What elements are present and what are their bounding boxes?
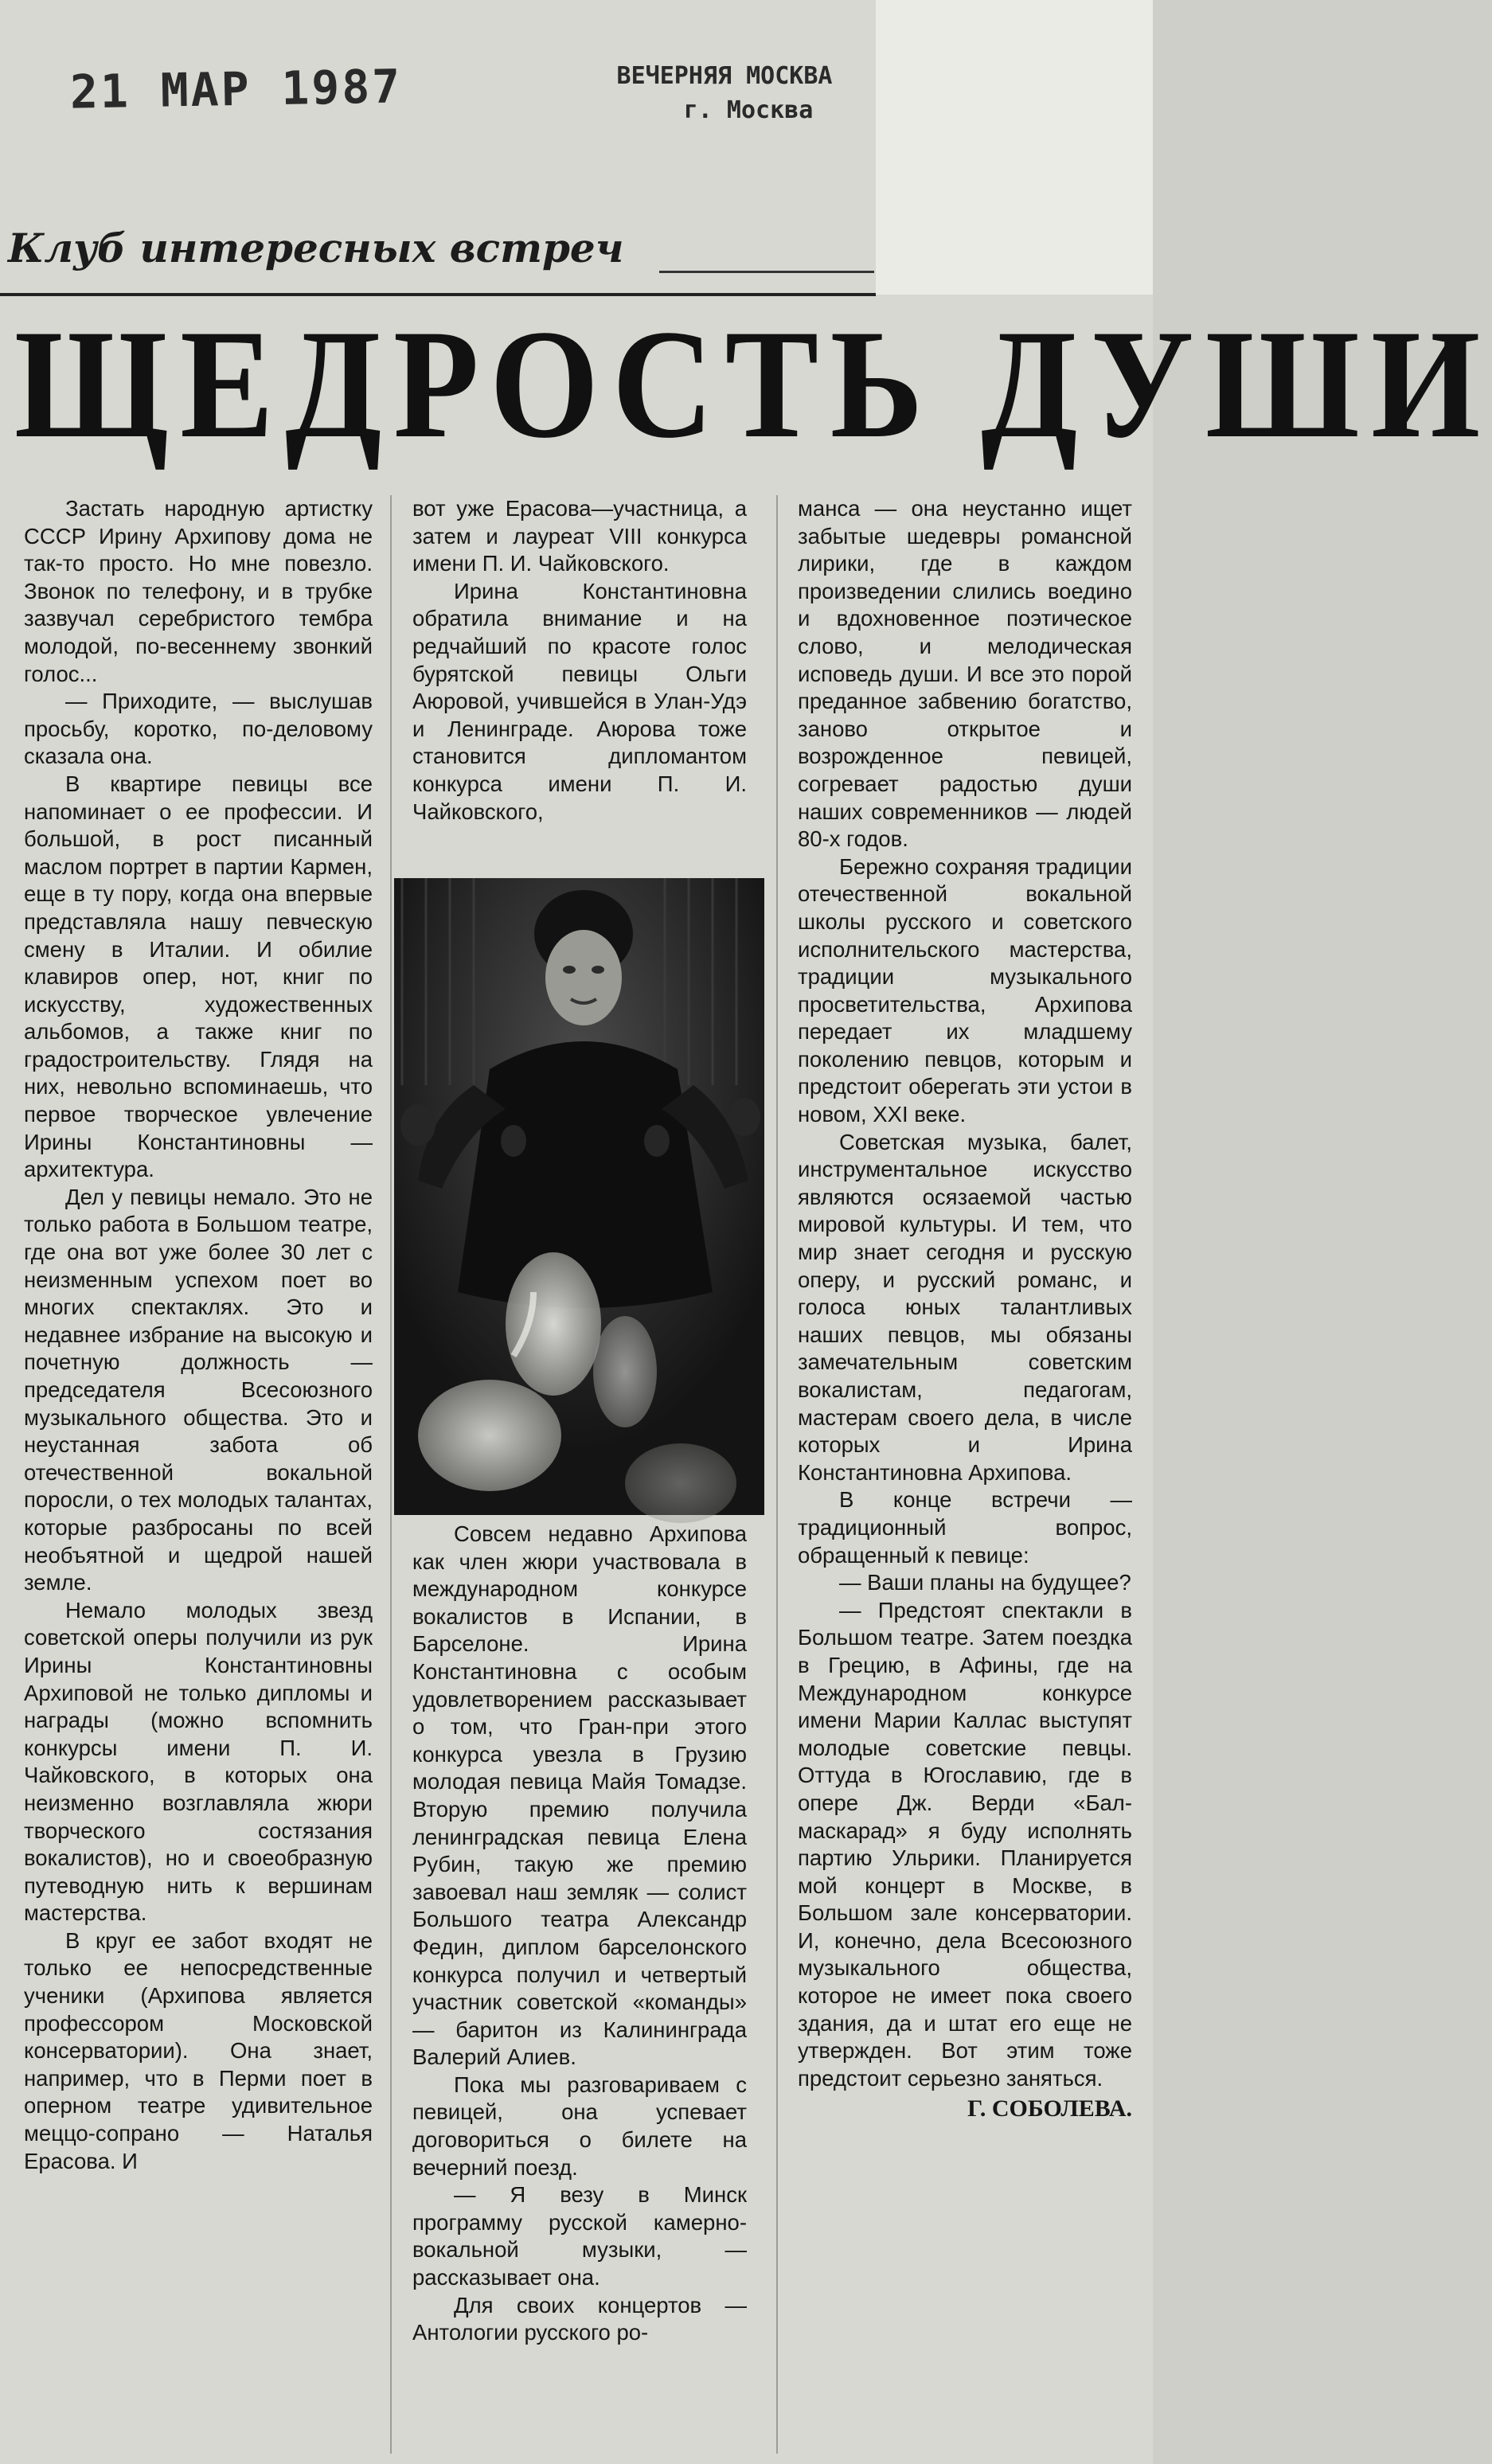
rubric-heading: Клуб интересных встреч [8,225,624,271]
paragraph: Совсем недавно Архипова как член жюри участвовала в международном конкурсе вокалистов в Испании, в Барселоне. Ирина Константиновна с особым удовлетворением рассказывает о том, что Гран-при этого конкурса увезла в Грузию молодая певица Майя Томадзе. Вторую премию получила ленинградская певица Елена Рубин, такую же премию завоевал наш земляк — солист Большого театра Александр Федин, диплом барселонского конкурса получил и четвертый участник советской «команды» — баритон из Калининграда Валерий Алиев. [412,1521,747,2070]
paragraph: В круг ее забот входят не только ее непосредственные ученики (Архипова является профессором Московской консерватории). Она знает, например, что в Перми поет в оперном театре удивительное меццо-сопрано — Наталья Ерасова. И [24,1927,373,2173]
paragraph: вот уже Ерасова—участница, а затем и лауреат VIII конкурса имени П. И. Чайковского. [412,496,747,576]
paragraph: Для своих концертов — Антологии русского ро- [412,2292,747,2345]
paragraph: Дел у певицы немало. Это не только работа в Большом театре, где она вот уже более 30 лет с неизменным успехом поет во многих спектаклях. Это и недавнее избрание на высокую и почетную должность — председателя Всесоюзного музыкального общества. Это и неустанная забота об отечественной вокальной поросли, о тех молодых талантах, которые разбросаны по всей необъятной и щедрой нашей земле. [24,1184,373,1595]
paragraph: — Приходите, — выслушав просьбу, коротко, по-деловому сказала она. [24,689,373,769]
newspaper-name: ВЕЧЕРНЯЯ МОСКВА [616,62,833,90]
paragraph: — Ваши планы на будущее? [839,1570,1131,1595]
author-signature: Г. СОБОЛЕВА. [967,2095,1132,2122]
paragraph: Немало молодых звезд советской оперы получили из рук Ирины Константиновны Архиповой не только дипломы и награды (можно вспомнить конкурсы имени П. И. Чайковского, в которых она неизменно возглавляла жюри творческого состязания вокалистов), но и своеобразную путеводную нить к вершинам мастерства. [24,1597,373,1926]
torn-corner [876,0,1153,295]
article-headline: ЩЕДРОСТЬ ДУШИ [14,298,1492,471]
paragraph: Бережно сохраняя традиции отечественной вокальной школы русского и советского исполнительского мастерства, традиции музыкального просветительства, Архипова передает их младшему поколению певцов, которым и предстоит оберегать эти устои в новом, XXI веке. [798,853,1132,1127]
header-rule [0,293,876,296]
column-2-top [412,495,747,826]
column-divider [390,495,392,2454]
paragraph: Ирина Константиновна обратила внимание и на редчайший по красоте голос бурятской певицы Ольги Аюровой, учившейся в Улан-Удэ и Ленинграде. Аюрова тоже становится дипломантом конкурса имени П. И. Чайковского, [412,578,747,824]
column-2-bottom [412,1521,747,2347]
newspaper-city: г. Москва [683,96,814,124]
paragraph: — Я везу в Минск программу русской камерно-вокальной музыки, — рассказывает она. [412,2182,747,2290]
paragraph: манса — она неустанно ищет забытые шедевры романсной лирики, где в каждом произведении слились воедино и вдохновенное поэтическое слово, и мелодическая исповедь души. И все это порой преданное забвению богатство, заново открытое и возрожденное певицей, согревает радостью души наших современников — людей 80-х годов. [798,496,1132,852]
newspaper-stamp [589,62,860,124]
singer-photo [394,878,764,1515]
column-divider [776,495,778,2454]
column-3 [798,495,1132,2123]
rubric-underline [659,271,874,273]
paragraph: Советская музыка, балет, инструментальное искусство являются осязаемой частью мировой культуры. И тем, что мир знает сегодня и русскую оперу, и русский романс, и голоса юных талантливых наших певцов, мы обязаны замечательным советским вокалистам, педагогам, мастерам своего дела, в числе которых и Ирина Константиновна Архипова. [798,1129,1132,1485]
paragraph: Застать народную артистку СССР Ирину Архипову дома не так-то просто. Но мне повезло. Звонок по телефону, и в трубке зазвучал серебристого тембра молодой, по-весеннему звонкий голос... [24,496,373,686]
photo-illustration [394,878,764,1515]
paragraph: В конце встречи — традиционный вопрос, обращенный к певице: [798,1487,1132,1568]
date-stamp: 21 МАР 1987 [69,59,403,119]
paragraph: — Предстоят спектакли в Большом театре. Затем поездка в Грецию, в Афины, где на Международном конкурсе имени Марии Каллас выступят молодые советские певцы. Оттуда в Югославию, где в опере Дж. Верди «Бал-маскарад» я буду исполнять партию Ульрики. Планируется мой концерт в Москве, в Большом зале консерватории. И, конечно, дела Всесоюзного музыкального общества, которое не имеет пока своего здания, да и штат его еще не утвержден. Вот этим тоже предстоит серьезно заняться. [798,1597,1132,2091]
column-1 [24,495,373,2175]
paragraph: Пока мы разговариваем с певицей, она успевает договориться о билете на вечерний поезд. [412,2072,747,2180]
paragraph: В квартире певицы все напоминает о ее профессии. И большой, в рост писанный маслом портрет в партии Кармен, еще в ту пору, когда она впервые представляла нашу певческую смену в Италии. И обилие клавиров опер, нот, книг по искусству, художественных альбомов, а также книг по градостроительству. Глядя на них, невольно вспоминаешь, что первое творческое увлечение Ирины Константиновны — архитектура. [24,771,373,1182]
